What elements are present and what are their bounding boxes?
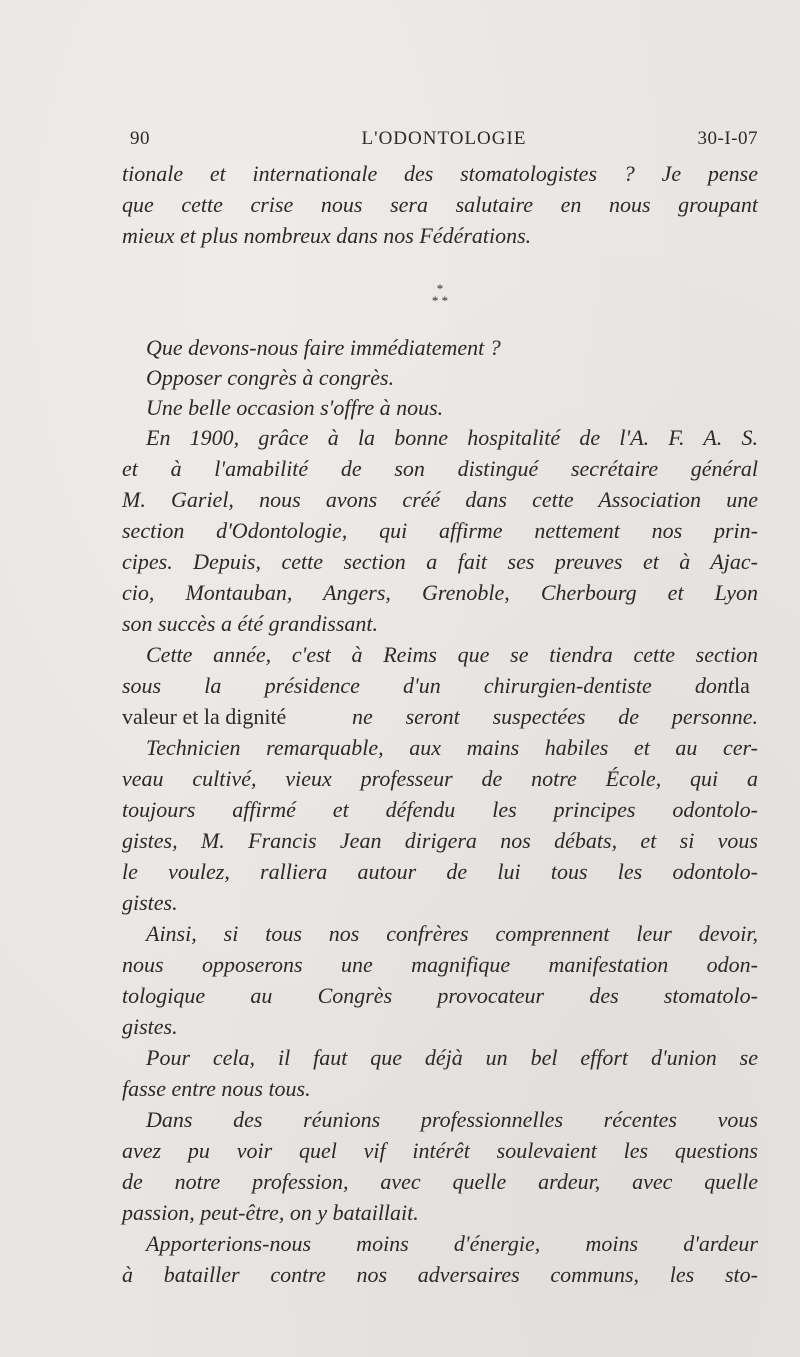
text-line: Technicien remarquable, aux mains habiles et au cer- [146,735,758,760]
text-line: de notre profession, avec quelle ardeur, avec quelle [122,1169,758,1194]
text-line: le voulez, ralliera autour de lui tous les odontolo- [122,859,758,884]
text-line: Que devons-nous faire immédiatement ? [146,335,501,360]
text-line: cipes. Depuis, cette section a fait ses preuves et à Ajac- [122,549,758,574]
text-line: section d'Odontologie, qui affirme nettement nos prin- [122,518,758,543]
text-line: cio, Montauban, Angers, Grenoble, Cherbourg et Lyon [122,580,758,605]
text-line: et à l'amabilité de son distingué secrétaire général [122,456,758,481]
text-line: Cette année, c'est à Reims que se tiendra cette section [146,642,758,667]
issue-date: 30-I-07 [697,128,758,149]
text-line: Opposer congrès à congrès. [146,365,395,390]
text-line-upright [734,672,758,700]
text-line: M. Gariel, nous avons créé dans cette Association une [122,487,758,512]
running-header [130,128,758,152]
text-line: gistes. [122,890,178,915]
text-line: sous la présidence d'un chirurgien-dentiste dont [122,673,734,698]
separator-star: * [436,281,444,296]
text-line: avez pu voir quel vif intérêt soulevaient les questions [122,1138,758,1163]
text-line: gistes. [122,1014,178,1039]
text-line: à batailler contre nos adversaires communs, les sto- [122,1262,758,1287]
upright-phrase: valeur et la dignité [122,704,287,729]
text-line: Dans des réunions professionnelles récentes vous [146,1107,758,1132]
text-line: fasse entre nous tous. [122,1076,311,1101]
page-number: 90 [130,128,150,149]
journal-title: L'ODONTOLOGIE [361,128,527,149]
section-separator [420,283,460,307]
upright-word: la [734,673,750,698]
text-line: tologique au Congrès provocateur des stomatolo- [122,983,758,1008]
text-line: veau cultivé, vieux professeur de notre École, qui a [122,766,758,791]
text-line: Pour cela, il faut que déjà un bel effort d'union se [146,1045,758,1070]
text-line: Apporterions-nous moins d'énergie, moins d'ardeur [146,1231,758,1256]
text-line: Une belle occasion s'offre à nous. [146,395,444,420]
text-line: mieux et plus nombreux dans nos Fédérations. [122,223,532,248]
text-line: passion, peut-être, on y bataillait. [122,1200,419,1225]
text-line: tionale et internationale des stomatologistes ? Je pense [122,161,758,186]
text-line: nous opposerons une magnifique manifestation odon- [122,952,758,977]
text-line: ne seront suspectées de personne. [352,704,758,729]
text-line: son succès a été grandissant. [122,611,379,636]
text-line: En 1900, grâce à la bonne hospitalité de l'A. F. A. S. [146,425,758,450]
text-line: que cette crise nous sera salutaire en nous groupant [122,192,758,217]
text-line: gistes, M. Francis Jean dirigera nos débats, et si vous [122,828,758,853]
text-line: Ainsi, si tous nos confrères comprennent leur devoir, [146,921,758,946]
text-line-upright [122,703,312,731]
separator-stars: * * [431,293,449,308]
text-line: toujours affirmé et défendu les principes odontolo- [122,797,758,822]
